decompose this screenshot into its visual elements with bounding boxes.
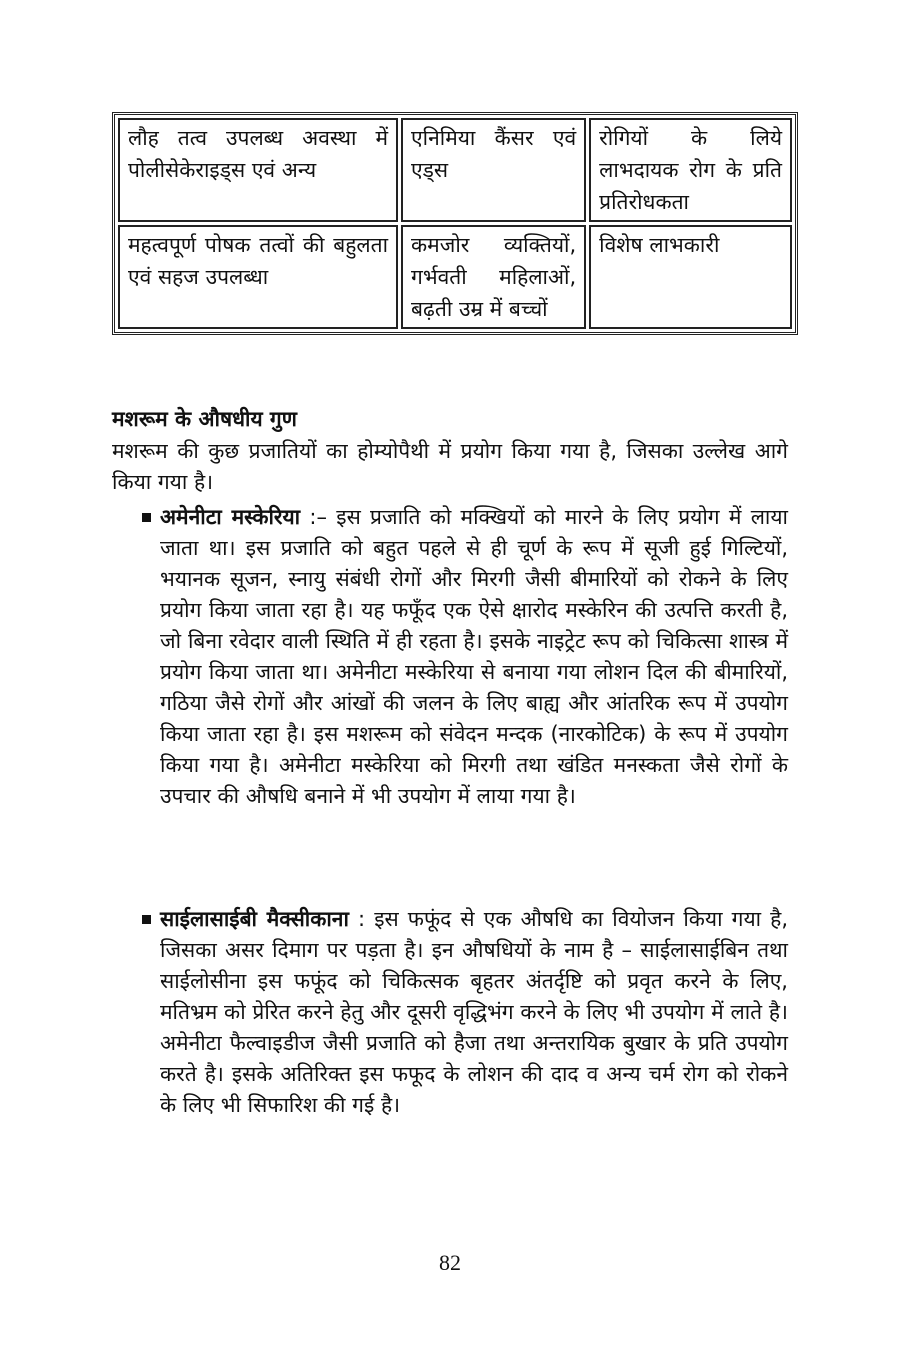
table-cell: विशेष लाभकारी	[589, 225, 792, 329]
item-term: साईलासाईबी मैक्सीकाना	[160, 907, 349, 931]
item-text: इस फफूंद से एक औषधि का वियोजन किया गया है, जिसका असर दिमाग पर पड़ता है। इन औषधियों के नाम है – साईलासाईबिन तथा साईलोसीना इस फफूंद को चिकित्सक बृहतर अंतर्दृष्टि को प्रवृत करने के लिए, मतिभ्रम को प्रेरित करने हेतु और दूसरी वृद्धिभंग करने के लिए भी उपयोग में लाते है। अमेनीटा फैल्वाइडीज जैसी प्रजाति को हैजा तथा अन्तरायिक बुखार के प्रति उपयोग करते है। इसके अतिरिक्त इस फफूद के लोशन की दाद व अन्य चर्म रोग को रोकने के लिए भी सिफारिश की गई है।	[160, 907, 788, 1117]
item-term: अमेनीटा मस्केरिया	[160, 505, 301, 529]
table-cell: महत्वपूर्ण पोषक तत्वों की बहुलता एवं सहज उपलब्धा	[118, 225, 398, 329]
table-row	[118, 118, 792, 222]
square-bullet-icon	[142, 915, 151, 924]
page-number: 82	[439, 1250, 461, 1275]
table-cell: कमजोर व्यक्तियों, गर्भवती महिलाओं, बढ़ती उम्र में बच्चों	[401, 225, 586, 329]
item-separator: :	[348, 907, 375, 931]
square-bullet-icon	[142, 513, 151, 522]
table-row	[118, 225, 792, 329]
list-item	[160, 502, 788, 812]
item-text: इस प्रजाति को मक्खियों को मारने के लिए प्रयोग में लाया जाता था। इस प्रजाति को बहुत पहले से ही चूर्ण के रूप में सूजी हुई गिल्टियों, भयानक सूजन, स्नायु संबंधी रोगों और मिरगी जैसी बीमारियों को रोकने के लिए प्रयोग किया जाता रहा है। यह फफूँद एक ऐसे क्षारोद मस्केरिन की उत्पत्ति करती है, जो बिना रवेदार वाली स्थिति में ही रहता है। इसके नाइट्रेट रूप को चिकित्सा शास्त्र में प्रयोग किया जाता था। अमेनीटा मस्केरिया से बनाया गया लोशन दिल की बीमारियों, गठिया जैसे रोगों और आंखों की जलन के लिए बाह्य और आंतरिक रूप में उपयोग किया जाता रहा है। इस मशरूम को संवेदन मन्दक (नारकोटिक) के रूप में उपयोग किया गया है। अमेनीटा मस्केरिया को मिरगी तथा खंडित मनस्कता जैसे रोगों के उपचार की औषधि बनाने में भी उपयोग में लाया गया है।	[160, 505, 788, 808]
table-cell: रोगियों के लिये लाभदायक रोग के प्रति प्रतिरोधकता	[589, 118, 792, 222]
table-cell: लौह तत्व उपलब्ध अवस्था में पोलीसेकेराइड्स एवं अन्य	[118, 118, 398, 222]
intro-paragraph: मशरूम की कुछ प्रजातियों का होम्योपैथी में प्रयोग किया गया है, जिसका उल्लेख आगे किया गया है।	[112, 439, 788, 494]
item-separator: :–	[300, 505, 337, 529]
properties-table	[112, 112, 798, 335]
section-heading: मशरूम के औषधीय गुण	[112, 407, 297, 431]
table-cell: एनिमिया कैंसर एवं एड्स	[401, 118, 586, 222]
list-item	[160, 904, 788, 1121]
